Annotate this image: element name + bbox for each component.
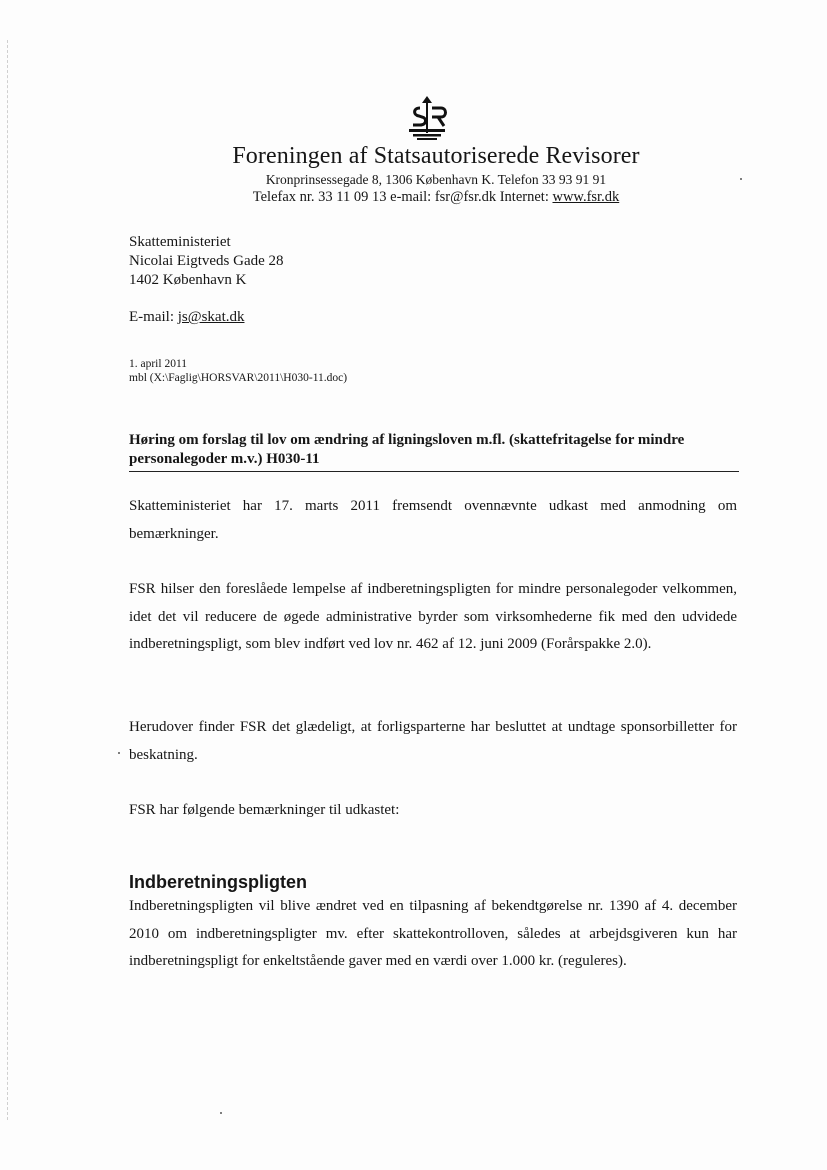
website-link[interactable]: www.fsr.dk xyxy=(552,189,620,205)
recipient-name: Skatteministeriet xyxy=(129,234,231,250)
email-label: E-mail: xyxy=(129,309,178,325)
contact-details: Telefax nr. 33 11 09 13 e-mail: fsr@fsr.dk Internet: xyxy=(252,189,553,205)
letter-date: 1. april 2011 xyxy=(129,358,188,370)
recipient-address xyxy=(129,233,284,290)
body-paragraph: Skatteministeriet har 17. marts 2011 fremsendt ovennævnte udkast med anmodning om bemærkninger. xyxy=(129,498,737,542)
recipient-email xyxy=(129,309,244,326)
organization-contact xyxy=(0,189,827,206)
letter-subject: Høring om forslag til lov om ændring af ligningsloven m.fl. (skattefritagelse for mindre personalegoder m.v.) H030-11 xyxy=(129,431,739,472)
recipient-street: Nicolai Eigtveds Gade 28 xyxy=(129,253,284,269)
recipient-city: 1402 København K xyxy=(129,272,247,288)
file-reference: mbl (X:\Faglig\HORSVAR\2011\H030-11.doc) xyxy=(129,372,348,384)
fsr-logo-icon xyxy=(405,96,449,142)
scan-speck xyxy=(220,1112,222,1114)
scan-speck xyxy=(118,752,120,754)
organization-name: Foreningen af Statsautoriserede Revisorer xyxy=(232,143,640,169)
letter-meta xyxy=(129,357,347,385)
section-heading: Indberetningspligten xyxy=(129,872,307,892)
body-paragraph: FSR hilser den foreslåede lempelse af indberetningspligten for mindre personalegoder velkommen, idet det vil reducere de øgede administrative byrder som virksomhederne fik med den udvidede indberetningspligt, som blev indført ved lov nr. 462 af 12. juni 2009 (Forårspakke 2.0). xyxy=(129,581,737,652)
body-paragraph: Herudover finder FSR det glædeligt, at forligsparterne har besluttet at undtage sponsorbilletter for beskatning. xyxy=(129,719,737,763)
organization-address: Kronprinsessegade 8, 1306 København K. Telefon 33 93 91 91 xyxy=(265,172,607,187)
section-paragraph: Indberetningspligten vil blive ændret ved en tilpasning af bekendtgørelse nr. 1390 af 4. december 2010 om indberetningspligter mv. efter skattekontrolloven, således at arbejdsgiveren kun har indberetningspligt for enkeltstående gaver med en værdi over 1.000 kr. (reguleres). xyxy=(129,898,737,969)
email-link[interactable]: js@skat.dk xyxy=(177,309,245,325)
body-paragraph: FSR har følgende bemærkninger til udkastet: xyxy=(129,802,400,818)
